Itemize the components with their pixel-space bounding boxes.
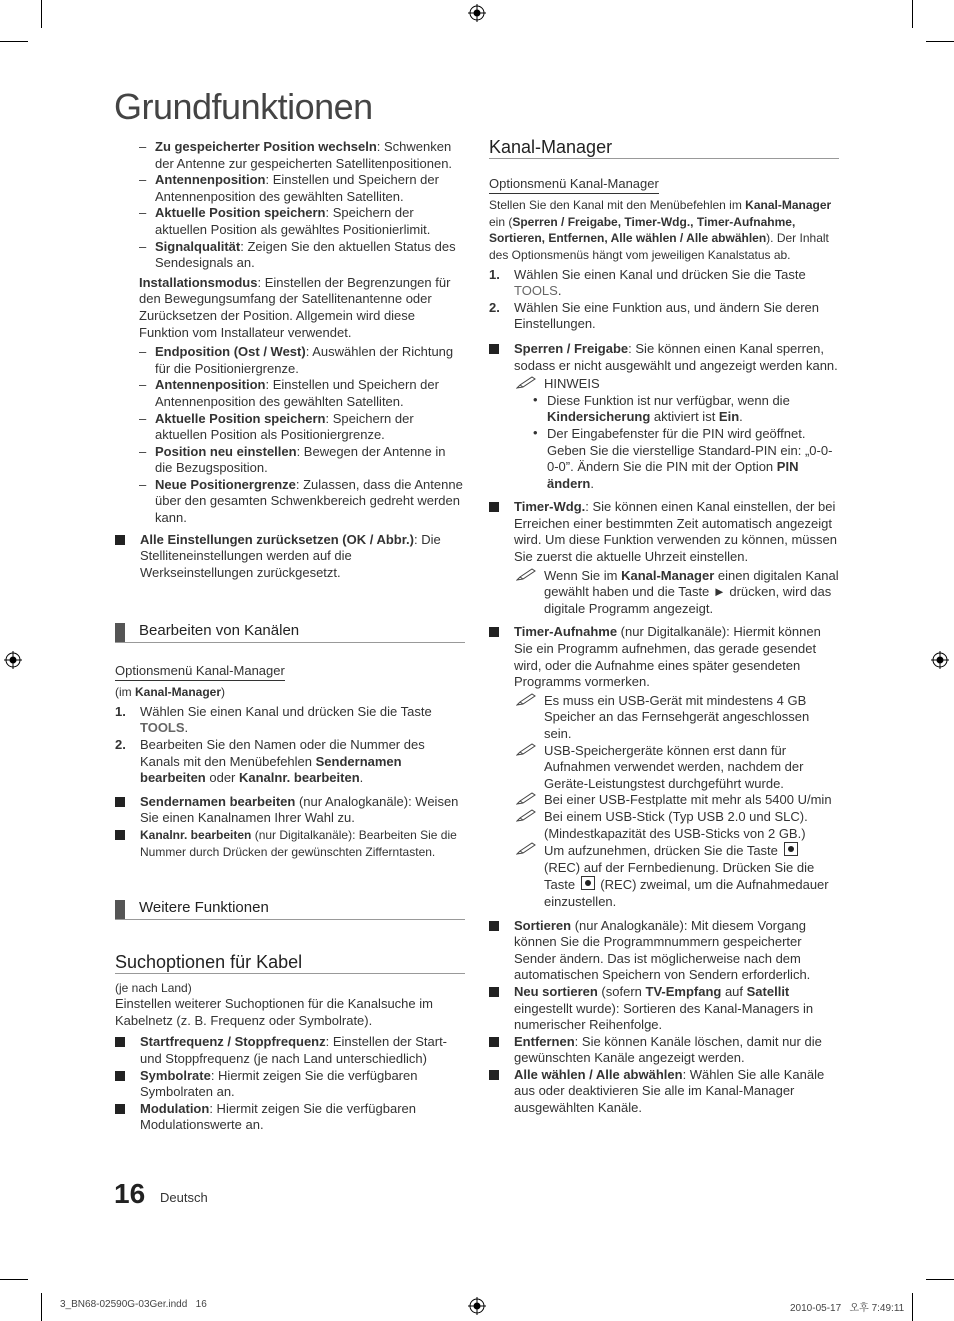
note-item: Wenn Sie im Kanal-Manager einen digitalen Kanal gewählt haben und die Taste ► drücken, wird das digitale Programm angezeigt. — [514, 568, 839, 618]
list-item: – Position neu einstellen: Bewegen der Antenne in die Bezugsposition. — [139, 444, 465, 477]
pencil-note-icon — [516, 693, 538, 712]
context-note: (im Kanal-Manager) — [115, 685, 226, 700]
step-item: 1. Wählen Sie einen Kanal und drücken Sie die Taste TOOLS. — [115, 703, 432, 736]
note-item: Es muss ein USB-Gerät mit mindestens 4 GB Speicher an das Fernsehgerät angeschlossen sein. — [514, 693, 839, 743]
list-item: Sperren / Freigabe: Sie können einen Kanal sperren, sodass er nicht ausgewählt und angezeigt werden kann. — [489, 341, 839, 374]
section-cable-search — [115, 954, 465, 1134]
list-item: – Antennenposition: Einstellen und Speichern der Antennenposition des gewählten Satelliten. — [139, 377, 465, 410]
list-item: – Neue Positionergrenze: Zulassen, dass die Antenne über den gesamten Schwenkbereich gedreht werden kann. — [139, 477, 465, 527]
note-item: Um aufzunehmen, drücken Sie die Taste (REC) auf der Fernbedienung. Drücken Sie die Taste (REC) zweimal, um die Aufnahmedauer einzustellen. — [514, 842, 839, 910]
pencil-note-icon — [516, 743, 538, 762]
list-item: • Diese Funktion ist nur verfügbar, wenn die Kindersicherung aktiviert ist Ein. — [533, 393, 839, 426]
list-item: Timer-Aufnahme (nur Digitalkanäle): Hiermit können Sie ein Programm aufnehmen, das gerade gesendet wird, oder die Aufnahme eines später gesendeten Programms vormerken. — [489, 624, 839, 690]
slug-date: 2010-05-17 오후 7:49:11 — [790, 1303, 905, 1314]
crop-mark — [912, 0, 913, 28]
list-item: Sortieren (nur Analogkanäle): Mit diesem Vorgang können Sie die Programmnummern gespeicherter Sender ändern. Das ist möglicherweise nach dem automatischen Speichern von Sendern erforderlich. — [489, 918, 839, 984]
intro-text: Stellen Sie den Kanal mit den Menübefehlen im Kanal-Manager ein (Sperren / Freigabe, Timer-Wdg., Timer-Aufnahme, Sortieren, Entfernen, Alle wählen / Alle abwählen). Der Inhalt des Optionsmenüs hängt vom jeweiligen Kanalstatus ab. — [489, 198, 832, 262]
registration-mark-icon — [931, 651, 949, 669]
section-edit-channels — [115, 623, 465, 860]
country-note: (je nach Land) — [115, 980, 192, 995]
crop-mark — [0, 41, 28, 42]
list-item: Sendernamen bearbeiten (nur Analogkanäle): Weisen Sie einen Kanalnamen Ihrer Wahl zu. — [115, 794, 465, 827]
note-item: Bei einem USB-Stick (Typ USB 2.0 und SLC). (Mindestkapazität des USB-Sticks von 2 GB.) — [514, 809, 839, 842]
registration-mark-icon — [4, 651, 22, 669]
list-item: – Aktuelle Position speichern: Speichern der aktuellen Position als Positioniergrenze. — [139, 411, 465, 444]
step-item: 1. Wählen Sie einen Kanal und drücken Sie die Taste TOOLS. — [489, 266, 806, 299]
crop-mark — [912, 1293, 913, 1321]
list-item: Timer-Wdg.: Sie können einen Kanal einstellen, der bei Erreichen einer bestimmten Zeit automatisch angezeigt wird. Um diese Funktion verwenden zu können, müssen Sie zuerst die aktuelle Uhrzeit einstellen. — [489, 499, 839, 565]
section-heading: Bearbeiten von Kanälen — [115, 623, 465, 643]
step-item: 2. Bearbeiten Sie den Namen oder die Nummer des Kanals mit den Menübefehlen Sendernamen bearbeiten oder Kanalnr. bearbeiten. — [115, 736, 425, 786]
rec-button-icon — [784, 842, 798, 856]
list-item: – Antennenposition: Einstellen und Speichern der Antennenposition des gewählten Satelliten. — [139, 172, 465, 205]
list-item: Modulation: Hiermit zeigen Sie die verfügbaren Modulationswerte an. — [115, 1101, 465, 1134]
list-item: Entfernen: Sie können Kanäle löschen, damit nur die gewünschten Kanäle angezeigt werden. — [489, 1034, 839, 1067]
list-item: Alle wählen / Alle abwählen: Wählen Sie alle Kanäle aus oder deaktivieren Sie alle im Kanal-Manager ausgewählten Kanäle. — [489, 1067, 839, 1117]
pencil-note-icon — [516, 809, 538, 828]
section-title: Kanal-Manager — [489, 139, 839, 159]
list-item: – Aktuelle Position speichern: Speichern der aktuellen Position als gewähltes Positionierlimit. — [139, 205, 465, 238]
left-column-top — [115, 139, 465, 581]
list-item: Alle Einstellungen zurücksetzen (OK / Abbr.): Die Stelliteneinstellungen werden auf die Werkseinstellungen zurückgesetzt. — [115, 532, 465, 582]
section-more-functions — [115, 900, 465, 920]
slug-file: 3_BN68-02590G-03Ger.indd 16 — [60, 1299, 207, 1310]
list-item: Symbolrate: Hiermit zeigen Sie die verfügbaren Symbolraten an. — [115, 1068, 465, 1101]
list-item: • Der Eingabefenster für die PIN wird geöffnet. Geben Sie die vierstellige Standard-PIN ein: „0-0-0-0”. Ändern Sie die PIN mit der Option PIN ändern. — [533, 426, 839, 492]
registration-mark-icon — [468, 1297, 486, 1315]
list-item: Neu sortieren (sofern TV-Empfang auf Satellit eingestellt wurde): Sortieren des Kanal-Managers in numerischer Reihenfolge. — [489, 984, 839, 1034]
rec-button-icon — [581, 876, 595, 890]
pencil-note-icon — [516, 568, 538, 587]
list-item: – Signalqualität: Zeigen Sie den aktuellen Status des Sendesignals an. — [139, 239, 465, 272]
intro-text: Einstellen weiterer Suchoptionen für die Kanalsuche im Kabelnetz (z. B. Frequenz oder Symbolrate). — [115, 996, 433, 1028]
note-item: HINWEIS — [514, 376, 839, 393]
list-item: – Zu gespeicherter Position wechseln: Schwenken der Antenne zur gespeicherten Satellitenpositionen. — [139, 139, 465, 172]
note-item: Bei einer USB-Festplatte mit mehr als 5400 U/min — [514, 792, 839, 809]
list-item: – Endposition (Ost / West): Auswählen der Richtung für die Positioniergrenze. — [139, 344, 465, 377]
footer-language: Deutsch — [160, 1190, 208, 1205]
note-item: USB-Speichergeräte können erst dann für Aufnahmen verwendet werden, nachdem der Geräte-Leistungstest durchgeführt wurde. — [514, 743, 839, 793]
option-menu-label: Optionsmenü Kanal-Manager — [489, 176, 659, 195]
pencil-note-icon — [516, 842, 538, 861]
page-number: 16 — [114, 1178, 146, 1209]
crop-mark — [926, 41, 954, 42]
crop-mark — [0, 1279, 28, 1280]
page-title: Grundfunktionen — [114, 86, 373, 127]
step-item: 2. Wählen Sie eine Funktion aus, und ändern Sie deren Einstellungen. — [489, 299, 819, 332]
section-title: Suchoptionen für Kabel — [115, 954, 465, 974]
right-column — [489, 139, 839, 1117]
crop-mark — [41, 1293, 42, 1321]
install-mode-text: Installationsmodus: Einstellen der Begrenzungen für den Bewegungsumfang der Satellitenantenne oder Zurücksetzen der Position. Allgemein wird diese Funktion vom Installateur verwendet. — [139, 274, 451, 340]
crop-mark — [41, 0, 42, 28]
registration-mark-icon — [468, 4, 486, 22]
list-item: Kanalnr. bearbeiten (nur Digitalkanäle): Bearbeiten Sie die Nummer durch Drücken der gewünschten Zifferntasten. — [115, 827, 465, 860]
list-item: Startfrequenz / Stoppfrequenz: Einstellen der Start- und Stoppfrequenz (je nach Land unterschiedlich) — [115, 1034, 465, 1067]
crop-mark — [926, 1279, 954, 1280]
section-heading: Weitere Funktionen — [115, 900, 465, 920]
option-menu-label: Optionsmenü Kanal-Manager — [115, 663, 285, 682]
